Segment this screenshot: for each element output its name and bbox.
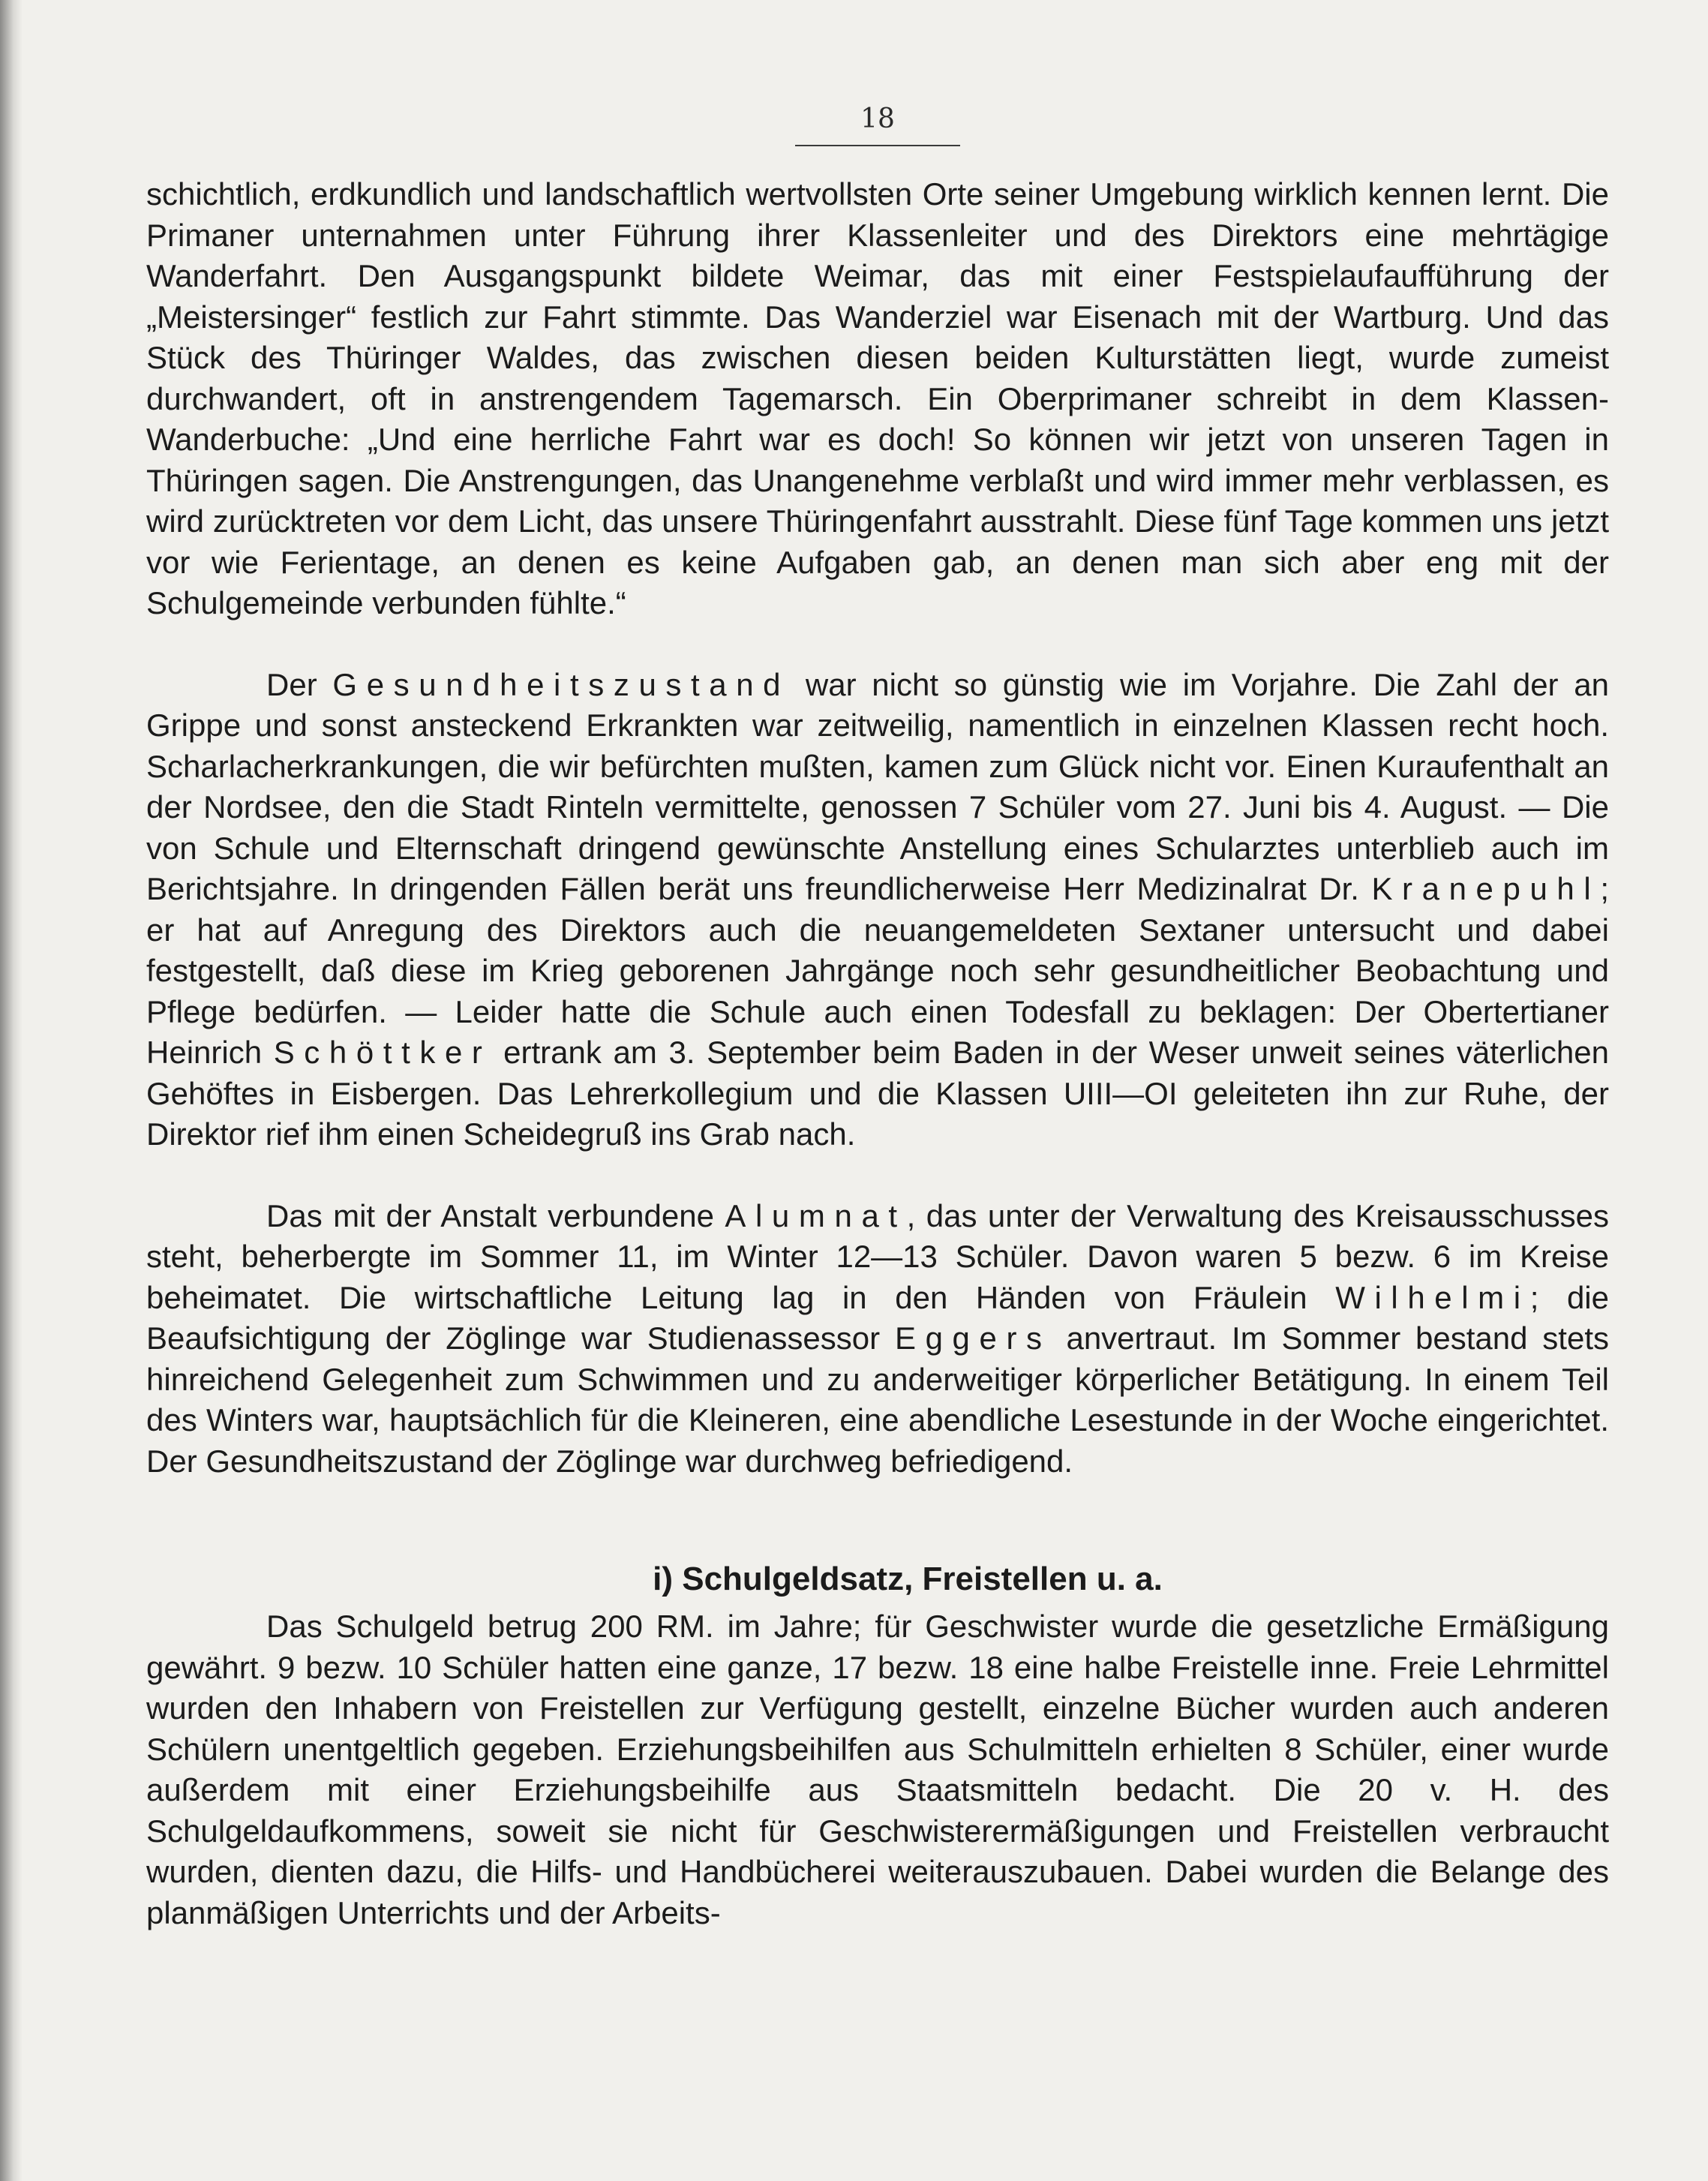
text-run: anvertraut. Im Sommer bestand stets hinreichend Gelegenheit zum Schwimmen und zu anderweitiger körperlicher Betätigung. In einem Teil des Winters war, hauptsächlich für die Kleineren, eine abendliche Lesestunde in der Woche eingerichtet. Der Gesundheitszustand der Zöglinge war durchweg befriedigend. — [146, 1320, 1609, 1479]
spaced-name: Wilhelmi — [1335, 1279, 1530, 1315]
paragraph-alumnat — [146, 1196, 1609, 1483]
spaced-name: Kranepuhl — [1371, 871, 1601, 906]
paragraph-gap — [146, 624, 1609, 665]
section-gap — [146, 1482, 1609, 1557]
spaced-name: Eggers — [894, 1320, 1052, 1356]
paragraph-health — [146, 665, 1609, 1155]
text-run: war nicht so günstig wie im Vorjahre. Die Zahl der an Grippe und sonst ansteckend Erkrankten war zeitweilig, namentlich in einzelnen Klassen recht hoch. Scharlacherkrankungen, die wir befürchten mußten, kamen zum Glück nicht vor. Einen Kuraufenthalt an der Nordsee, den die Stadt Rinteln vermittelte, genossen 7 Schüler vom 27. Juni bis 4. August. — Die von Schule und Elternschaft dringend gewünschte Anstellung eines Schularztes unterblieb auch im Berichtsjahre. In dringenden Fällen berät uns freundlicherweise Herr Medizinalrat Dr. — [146, 666, 1609, 906]
text-run: ; die Beaufsichtigung der Zöglinge war Studienassessor — [146, 1279, 1609, 1356]
paragraph-gap — [146, 1155, 1609, 1196]
text-run: Der — [266, 666, 333, 702]
page-number: 18 — [795, 104, 960, 146]
section-heading: i) Schulgeldsatz, Freistellen u. a. — [653, 1561, 1163, 1597]
text-run: , das unter der Verwaltung des Kreisausschusses steht, beherbergte im Sommer 11, im Winter 12—13 Schüler. Davon waren 5 bezw. 6 im Kreise beheimatet. Die wirtschaftliche Leitung lag in den Händen von Fräulein — [146, 1197, 1609, 1315]
text-run: Das mit der Anstalt verbundene — [266, 1197, 725, 1233]
paragraph-excursion: schichtlich, erdkundlich und landschaftlich wertvollsten Orte seiner Umgebung wirklich kennen lernt. Die Primaner unternahmen unter Führung ihrer Klassenleiter und des Direktors eine mehrtägige Wanderfahrt. Den Ausgangspunkt bildete Weimar, das mit einer Festspielaufaufführung der „Meistersinger“ festlich zur Fahrt stimmte. Das Wanderziel war Eisenach mit der Wartburg. Und das Stück des Thüringer Waldes, das zwischen diesen beiden Kulturstätten liegt, wurde zumeist durchwandert, oft in anstrengendem Tagemarsch. Ein Oberprimaner schreibt in dem Klassen-Wanderbuche: „Und eine herrliche Fahrt war es doch! So können wir jetzt von unseren Tagen in Thüringen sagen. Die Anstrengungen, das Unangenehme verblaßt und wird immer mehr verblassen, es wird zurücktreten vor dem Licht, das unsere Thüringenfahrt ausstrahlt. Diese fünf Tage kommen uns jetzt vor wie Ferientage, an denen es keine Aufgaben gab, an denen man sich aber eng mit der Schulgemeinde verbunden fühlte.“ — [146, 176, 1609, 620]
paragraph-school-fees: Das Schulgeld betrug 200 RM. im Jahre; für Geschwister wurde die gesetzliche Ermäßigung gewährt. 9 bezw. 10 Schüler hatten eine ganze, 17 bezw. 18 eine halbe Freistelle inne. Freie Lehrmittel wurden den Inhabern von Freistellen zur Verfügung gestellt, einzelne Bücher wurden auch anderen Schülern unentgeltlich gegeben. Erziehungsbeihilfen aus Schulmitteln erhielten 8 Schüler, einer wurde außerdem mit einer Erziehungsbeihilfe aus Staatsmitteln bedacht. Die 20 v. H. des Schulgeldaufkommens, soweit sie nicht für Geschwisterermäßigungen und Freistellen verbraucht wurden, dienten dazu, die Hilfs- und Handbücherei weiterauszubauen. Dabei wurden die Belange des planmäßigen Unterrichts und der Arbeits- — [146, 1609, 1609, 1930]
page-content — [146, 174, 1609, 1933]
spaced-name: Schöttker — [273, 1035, 492, 1070]
spaced-term: Alumnat — [725, 1197, 907, 1233]
text-run: ; er hat auf Anregung des Direktors auch die neuangemeldeten Sextaner untersucht und dabei festgestellt, daß diese im Krieg geborenen Jahrgänge noch sehr gesundheitlicher Beobachtung und Pflege bedürfen. — Leider hatte die Schule auch einen Todesfall zu beklagen: Der Obertertianer Heinrich — [146, 871, 1609, 1070]
text-run: ertrank am 3. September beim Baden in der Weser unweit seines väterlichen Gehöftes in Eisbergen. Das Lehrerkollegium und die Klassen UIII—OI geleiteten ihn zur Ruhe, der Direktor rief ihm einen Scheidegruß ins Grab nach. — [146, 1035, 1609, 1152]
spaced-term: Gesundheitszustand — [332, 666, 791, 702]
